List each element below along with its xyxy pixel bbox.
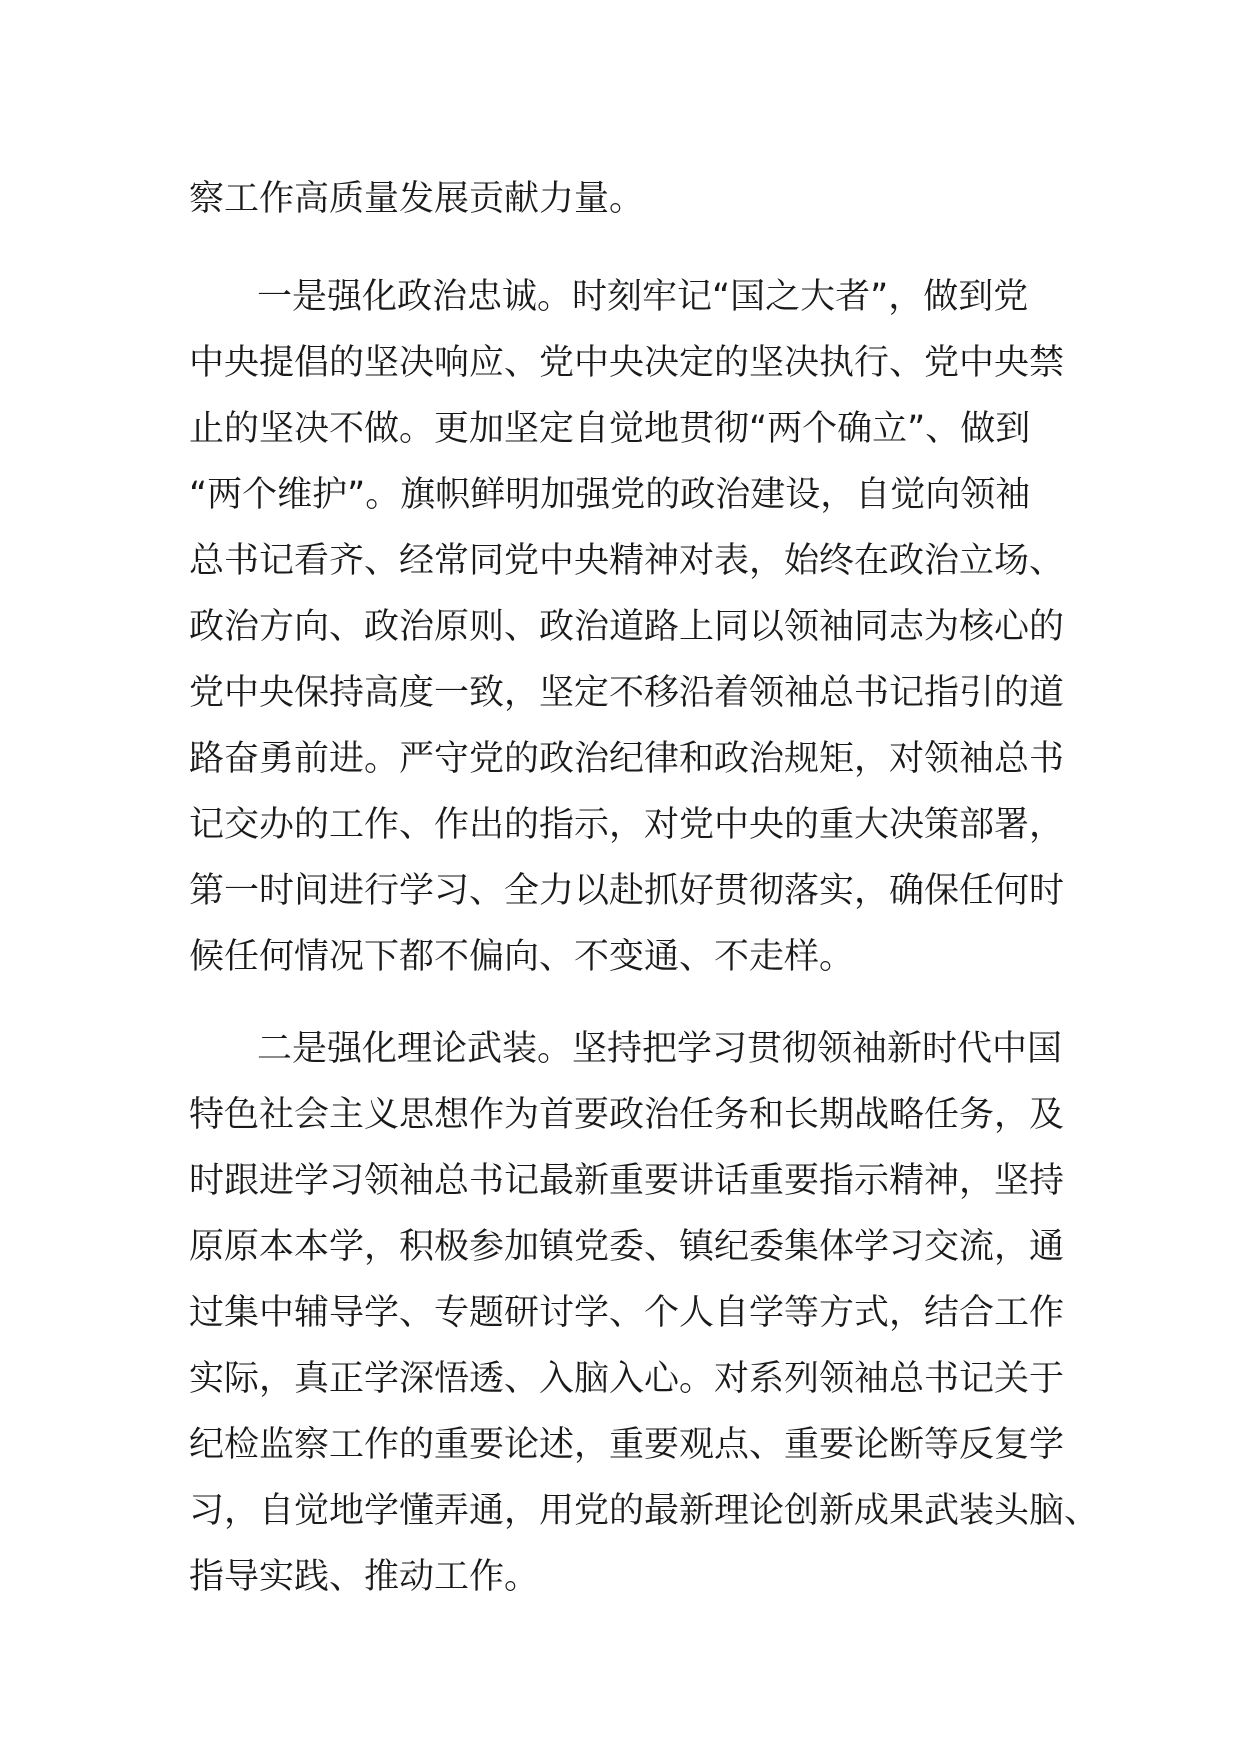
paragraph-continuation xyxy=(189,166,1049,232)
text-line: 二是强化理论武装。坚持把学习贯彻领袖新时代中国 xyxy=(257,1029,1063,1069)
text-line: 中央提倡的坚决响应、党中央决定的坚决执行、党中央禁 xyxy=(189,343,1065,383)
text-line: 过集中辅导学、专题研讨学、个人自学等方式，结合工作 xyxy=(189,1293,1065,1333)
text-line: 记交办的工作、作出的指示，对党中央的重大决策部署， xyxy=(189,805,1065,845)
text-line: 第一时间进行学习、全力以赴抓好贯彻落实，确保任何时 xyxy=(189,871,1065,911)
text-line: 时跟进学习领袖总书记最新重要讲话重要指示精神，坚持 xyxy=(189,1161,1065,1201)
text-line: 总书记看齐、经常同党中央精神对表，始终在政治立场、 xyxy=(189,541,1065,581)
paragraph-political-loyalty xyxy=(189,264,1065,990)
text-line: 一是强化政治忠诚。时刻牢记“国之大者”，做到党 xyxy=(257,277,1029,317)
text-line: 原原本本学，积极参加镇党委、镇纪委集体学习交流，通 xyxy=(189,1227,1065,1267)
text-line: 指导实践、推动工作。 xyxy=(189,1557,540,1597)
text-line: 特色社会主义思想作为首要政治任务和长期战略任务，及 xyxy=(189,1095,1065,1135)
text-line: 止的坚决不做。更加坚定自觉地贯彻“两个确立”、做到 xyxy=(189,409,1031,449)
text-line: 政治方向、政治原则、政治道路上同以领袖同志为核心的 xyxy=(189,607,1065,647)
text-line: 路奋勇前进。严守党的政治纪律和政治规矩，对领袖总书 xyxy=(189,739,1065,779)
text-line: 习，自觉地学懂弄通，用党的最新理论创新成果武装头脑、 xyxy=(189,1491,1100,1531)
paragraph-theoretical-armament xyxy=(189,1016,1100,1610)
text-line: 实际，真正学深悟透、入脑入心。对系列领袖总书记关于 xyxy=(189,1359,1065,1399)
text-line: “两个维护”。旗帜鲜明加强党的政治建设，自觉向领袖 xyxy=(189,475,1031,515)
text-line: 候任何情况下都不偏向、不变通、不走样。 xyxy=(189,937,855,977)
text-line: 党中央保持高度一致，坚定不移沿着领袖总书记指引的道 xyxy=(189,673,1065,713)
text-line: 察工作高质量发展贡献力量。 xyxy=(189,179,645,219)
text-line: 纪检监察工作的重要论述，重要观点、重要论断等反复学 xyxy=(189,1425,1065,1465)
